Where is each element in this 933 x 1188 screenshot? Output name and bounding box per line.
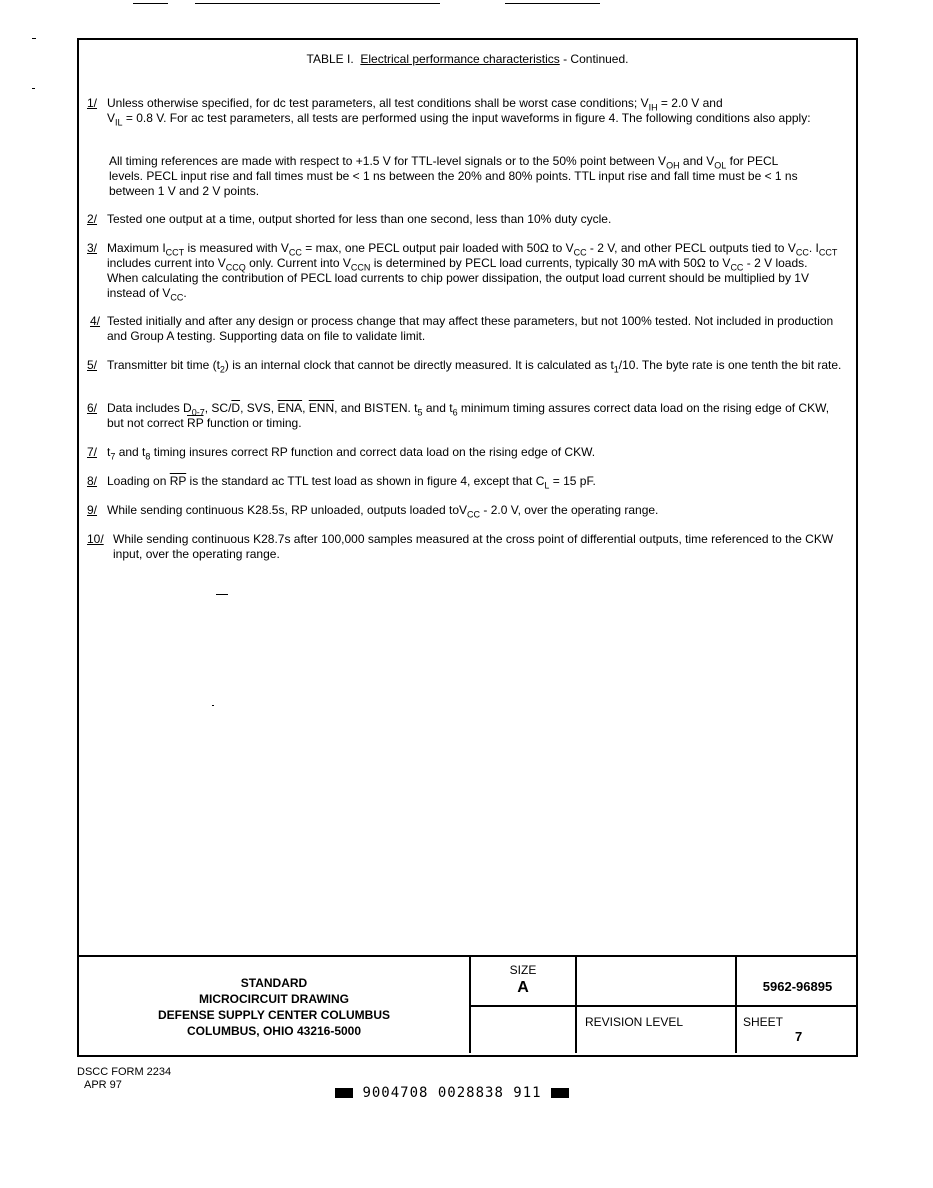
title-block: [79, 955, 856, 1055]
note-5: 5/ Transmitter bit time $(t_2)$ is an internal clock that cannot be directly measured. It is calculated as $t_1/10$. The byte rate is one tenth the bit rate.: [87, 358, 842, 375]
note-1: 1/ Unless otherwise specified, for dc test parameters, all test conditions shall be worst case conditions; $V_{IH} = 2.0$ V and $V_{IL} = 0.8$ V. For ac test parameters, all tests are performed using the input waveforms in figure 4. The following conditions also apply:: [87, 96, 811, 128]
revision-cell: REVISION LEVEL: [575, 957, 735, 1053]
agency-block: STANDARD MICROCIRCUIT DRAWING DEFENSE SUPPLY CENTER COLUMBUS COLUMBUS, OHIO 43216-5000: [157, 976, 391, 1038]
note-9: 9/ While sending continuous K28.5s, RP unloaded, outputs loaded toV$_{CC}$ - 2.0 V, over the operating range.: [87, 503, 659, 520]
note-3: 3/ Maximum $I_{CCT}$ is measured with $V_{CC} = \max$, one PECL output pair loaded with 50Ω to $V_{CC} - 2$ V, and other PECL outputs tied to $V_{CC}$. $I_{CCT}$ includes current into $V_{CCQ}$ only. Current into $V_{CCN}$ is determined by PECL load currents, typically 30 mA with 50Ω to $V_{CC} - 2$ V loads. When calculating the contribution of PECL load currents to chip power dissipation, the output load current should be multiplied by 1V instead of $V_{CC}$.: [87, 241, 838, 303]
scan-mark: [32, 88, 35, 89]
note-8: 8/ Loading on $\overline{RP}$ is the standard ac TTL test load as shown in figure 4, except that $C_L = 15$ pF.: [87, 474, 596, 491]
note-2: 2/ Tested one output at a time, output shorted for less than one second, less than 10% duty cycle.: [87, 212, 612, 226]
scan-mark: [212, 705, 214, 706]
scan-mark: [32, 38, 36, 39]
barcode-text: 9004708 0028838 911: [362, 1085, 542, 1101]
table-title: TABLE I. Electrical performance characteristics - Continued.: [306, 52, 629, 66]
note-1-detail: All timing references are made with respect to +1.5 V for TTL-level signals or to the 50% point between $V_{OH}$ and $V_{OL}$ for PECL levels. PECL input rise and fall times must be < 1 ns between the 20% and 80% points. TTL input rise and fall time must be < 1 ns between 1 V and 2 V points.: [109, 154, 798, 198]
scan-mark: [216, 594, 228, 595]
scan-mark: [195, 3, 440, 4]
form-date: APR 97: [84, 1079, 122, 1091]
form-number: DSCC FORM 2234: [77, 1066, 172, 1078]
note-6: 6/ Data includes $D_{0-7}$, $SC/\overline{D}$, SVS, $\overline{ENA}$, $\overline{ENN}$, and BISTEN. $t_5$ and $t_6$ minimum timing assures correct data load on the rising edge of CKW, but not correct $\overline{RP}$ function or timing.: [87, 401, 830, 430]
note-7: 7/ $t_7$ and $t_8$ timing insures correct RP function and correct data load on the rising edge of CKW.: [87, 445, 596, 462]
scan-mark: [133, 3, 168, 4]
title-block-divider: [469, 1005, 856, 1007]
size-cell: SIZE A: [469, 957, 575, 1053]
scan-mark: [505, 3, 600, 4]
number-cell: 5962-96895 SHEET 7: [735, 957, 858, 1053]
table-title-main: Electrical performance characteristics: [360, 52, 560, 66]
barcode: [335, 1085, 569, 1101]
note-10: 10/ While sending continuous K28.7s after 100,000 samples measured at the cross point of differential outputs, time referenced to the CKW input, over the operating range.: [87, 532, 834, 561]
barcode-block: [551, 1088, 569, 1098]
page-frame: [77, 38, 858, 1057]
note-4: 4/ Tested initially and after any design or process change that may affect these parameters, but not 100% tested. Not included in production and Group A testing. Supporting data on file to validate limit.: [90, 314, 834, 343]
barcode-block: [335, 1088, 353, 1098]
